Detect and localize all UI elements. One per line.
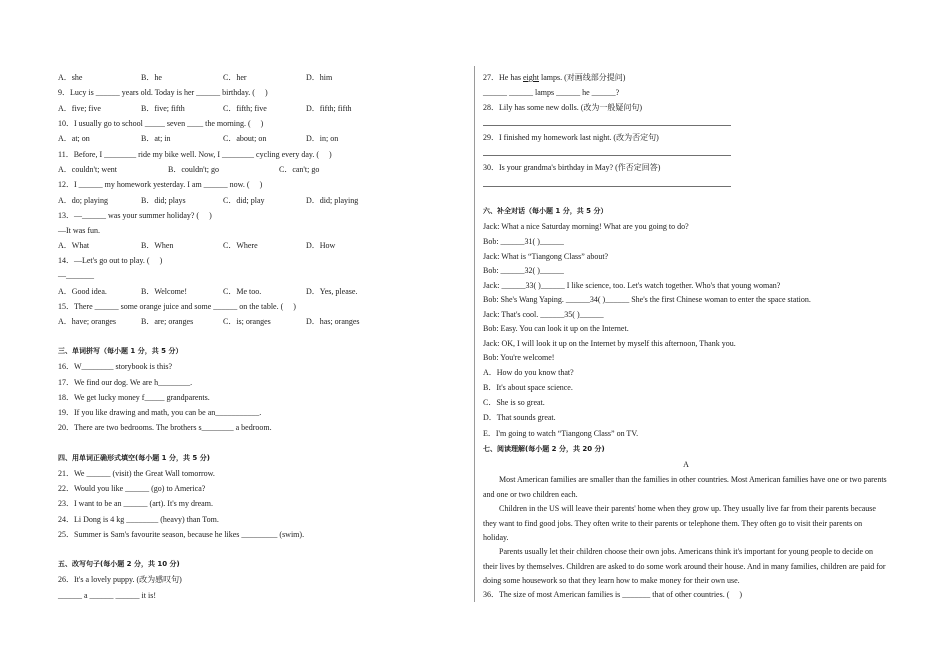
option-c: C．is; oranges bbox=[223, 317, 271, 326]
question-12: 12．I ______ my homework yesterday. I am ______ now. ( ) bbox=[58, 180, 263, 189]
question-11: 11．Before, I ________ ride my bike well. Now, I ________ cycling every day. ( ) bbox=[58, 150, 332, 159]
option-b: B．at; in bbox=[141, 134, 171, 143]
option-c: C．can't; go bbox=[279, 165, 320, 174]
q11-options bbox=[58, 164, 458, 175]
passage-paragraph: Most American families are smaller than the families in other countries. Most American families have one or two parents and one or two children each. bbox=[483, 475, 887, 499]
q14-reply: —_______ bbox=[58, 271, 94, 280]
option-c: C．Where bbox=[223, 241, 258, 250]
q13-reply: —It was fun. bbox=[58, 226, 100, 235]
section-4-title: 四、用单词正确形式填空(每小题 1 分，共 5 分) bbox=[58, 454, 210, 462]
option-d: D．has; oranges bbox=[306, 317, 360, 326]
option-a: A．couldn't; went bbox=[58, 165, 117, 174]
q27-suffix: lamps. (对画线部分提问) bbox=[539, 73, 626, 82]
section-3-title: 三、单词拼写（每小题 1 分，共 5 分） bbox=[58, 347, 183, 355]
option-b: B．did; plays bbox=[141, 196, 186, 205]
option-c: C．about; on bbox=[223, 134, 267, 143]
q28-answer-line bbox=[483, 125, 731, 126]
question-25: 25．Summer is Sam's favourite season, because he likes _________ (swim). bbox=[58, 530, 305, 539]
section-6-title: 六、补全对话（每小题 1 分，共 5 分） bbox=[483, 207, 608, 215]
question-26: 26．It's a lovely puppy. (改为感叹句) bbox=[58, 575, 182, 584]
q9-options bbox=[58, 103, 458, 114]
q27-underlined-word: eight bbox=[523, 73, 539, 82]
question-17: 17．We find our dog. We are h________. bbox=[58, 378, 193, 387]
passage-paragraph: Parents usually let their children choose their own jobs. Americans think it's important for young people to decide on their lives by themselves. Children are asked to do some work around their house. And in many families, children are paid for doing some housework so that they learn how to make money for their own use. bbox=[483, 547, 886, 585]
q13-options bbox=[58, 240, 458, 251]
q30-answer-line bbox=[483, 186, 731, 187]
option-a: A．What bbox=[58, 241, 90, 250]
option-d: D．him bbox=[306, 73, 333, 82]
option-a: A．do; playing bbox=[58, 196, 108, 205]
option-d: D．How bbox=[306, 241, 336, 250]
question-23: 23．I want to be an ______ (art). It's my dream. bbox=[58, 499, 213, 508]
option-d: D．did; playing bbox=[306, 196, 359, 205]
dialogue-line: Jack: OK, I will look it up on the Internet by myself this afternoon, Thank you. bbox=[483, 339, 736, 348]
option-b: B．five; fifth bbox=[141, 104, 185, 113]
question-20: 20．There are two bedrooms. The brothers s________ a bedroom. bbox=[58, 423, 272, 432]
dialogue-line: Jack: What is “Tiangong Class” about? bbox=[483, 252, 609, 261]
q29-answer-line bbox=[483, 155, 731, 156]
q27-prefix: 27．He has bbox=[483, 73, 523, 82]
question-19: 19．If you like drawing and math, you can be an___________. bbox=[58, 408, 262, 417]
q14-options bbox=[58, 286, 458, 297]
passage-label: A bbox=[683, 460, 689, 469]
column-divider bbox=[474, 66, 475, 602]
option-b: B．Welcome! bbox=[141, 287, 188, 296]
q27-answer-line: ______ ______ lamps ______ he ______? bbox=[483, 88, 620, 97]
q15-options bbox=[58, 316, 458, 327]
question-9: 9．Lucy is ______ years old. Today is her ______ birthday. ( ) bbox=[58, 88, 268, 97]
question-27 bbox=[483, 72, 625, 83]
option-b: B．When bbox=[141, 241, 174, 250]
q12-options bbox=[58, 195, 458, 206]
dialogue-line: Jack: That's cool. ______35( )______ bbox=[483, 310, 604, 319]
question-10: 10．I usually go to school _____ seven ____ the morning. ( ) bbox=[58, 119, 264, 128]
option-a: A．have; oranges bbox=[58, 317, 116, 326]
dialogue-choice: C．She is so great. bbox=[483, 398, 545, 407]
question-15: 15．There ______ some orange juice and some ______ on the table. ( ) bbox=[58, 302, 296, 311]
option-a: A．at; on bbox=[58, 134, 90, 143]
option-c: C．Me too. bbox=[223, 287, 262, 296]
question-29: 29．I finished my homework last night. (改为否定句) bbox=[483, 133, 659, 142]
dialogue-line: Jack: What a nice Saturday morning! What are you going to do? bbox=[483, 222, 689, 231]
question-21: 21．We ______ (visit) the Great Wall tomorrow. bbox=[58, 469, 215, 478]
option-c: C．her bbox=[223, 73, 247, 82]
question-22: 22．Would you like ______ (go) to America? bbox=[58, 484, 206, 493]
question-14: 14．—Let's go out to play. ( ) bbox=[58, 256, 163, 265]
option-b: B．he bbox=[141, 73, 162, 82]
section-7-title: 七、阅读理解(每小题 2 分，共 20 分) bbox=[483, 445, 605, 453]
option-b: B．couldn't; go bbox=[168, 165, 219, 174]
dialogue-line: Bob: Easy. You can look it up on the Internet. bbox=[483, 324, 629, 333]
option-d: D．Yes, please. bbox=[306, 287, 358, 296]
option-b: B．are; oranges bbox=[141, 317, 194, 326]
dialogue-line: Bob: She's Wang Yaping. ______34( )______ She's the first Chinese woman to enter the space station. bbox=[483, 295, 811, 304]
question-36: 36．The size of most American families is _______ that of other countries. ( ) bbox=[483, 590, 743, 599]
dialogue-line: Bob: ______31( )______ bbox=[483, 237, 564, 246]
dialogue-choice: A．How do you know that? bbox=[483, 368, 574, 377]
question-13: 13．—______ was your summer holiday? ( ) bbox=[58, 211, 212, 220]
question-28: 28．Lily has some new dolls. (改为一般疑问句) bbox=[483, 103, 643, 112]
option-a: A．five; five bbox=[58, 104, 101, 113]
option-a: A．she bbox=[58, 73, 83, 82]
q26-answer-line: ______ a ______ ______ it is! bbox=[58, 591, 156, 600]
option-d: D．fifth; fifth bbox=[306, 104, 352, 113]
question-24: 24．Li Dong is 4 kg ________ (heavy) than Tom. bbox=[58, 515, 219, 524]
option-c: C．fifth; five bbox=[223, 104, 267, 113]
dialogue-choice: B．It's about space science. bbox=[483, 383, 573, 392]
option-c: C．did; play bbox=[223, 196, 265, 205]
dialogue-choice: E．I'm going to watch “Tiangong Class” on TV. bbox=[483, 429, 639, 438]
dialogue-choice: D．That sounds great. bbox=[483, 413, 556, 422]
dialogue-line: Bob: You're welcome! bbox=[483, 353, 555, 362]
passage-paragraph: Children in the US will leave their parents' home when they grow up. They usually live far from their parents because they want to find good jobs. They often write to their parents or telephone them. They often go to visit their parents on holiday. bbox=[483, 504, 876, 542]
section-5-title: 五、改写句子(每小题 2 分，共 10 分) bbox=[58, 560, 180, 568]
question-30: 30．Is your grandma's birthday in May? (作否定回答) bbox=[483, 163, 661, 172]
dialogue-line: Bob: ______32( )______ bbox=[483, 266, 564, 275]
question-16: 16．W________ storybook is this? bbox=[58, 362, 172, 371]
option-a: A．Good idea. bbox=[58, 287, 107, 296]
q8-options bbox=[58, 72, 458, 83]
question-18: 18．We get lucky money f_____ grandparents. bbox=[58, 393, 210, 402]
option-d: D．in; on bbox=[306, 134, 339, 143]
q10-options bbox=[58, 133, 458, 144]
dialogue-line: Jack: ______33( )______ I like science, too. Let's watch together. Who's that young woman? bbox=[483, 281, 781, 290]
